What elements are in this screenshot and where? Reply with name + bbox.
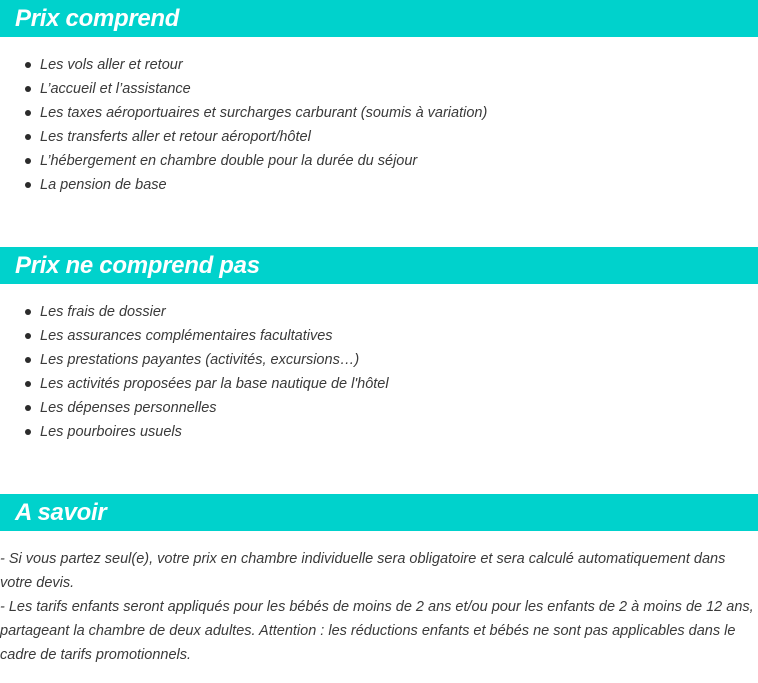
bullet-icon — [25, 357, 31, 363]
section-title: A savoir — [15, 499, 107, 526]
note-paragraph: - Si vous partez seul(e), votre prix en chambre individuelle sera obligatoire et sera calculé automatiquement dans votre devis. — [0, 551, 726, 591]
list-item-text: La pension de base — [40, 177, 167, 193]
included-list — [0, 37, 758, 197]
list-item — [0, 125, 758, 149]
list-item-text: Les activités proposées par la base nautique de l'hôtel — [40, 376, 389, 392]
section-a-savoir — [0, 494, 758, 667]
list-item-text: Les dépenses personnelles — [40, 400, 217, 416]
info-note — [0, 531, 756, 667]
bullet-icon — [25, 62, 31, 68]
excluded-list — [0, 284, 758, 444]
bullet-icon — [25, 309, 31, 315]
list-item — [0, 101, 758, 125]
bullet-icon — [25, 405, 31, 411]
bullet-icon — [25, 381, 31, 387]
list-item-text: Les pourboires usuels — [40, 424, 182, 440]
list-item-text: Les prestations payantes (activités, excursions…) — [40, 352, 360, 368]
section-header — [0, 0, 758, 37]
bullet-icon — [25, 333, 31, 339]
bullet-icon — [25, 158, 31, 164]
list-item — [0, 77, 758, 101]
list-item-text: Les taxes aéroportuaires et surcharges carburant (soumis à variation) — [40, 105, 488, 121]
list-item — [0, 420, 758, 444]
list-item — [0, 372, 758, 396]
bullet-icon — [25, 134, 31, 140]
list-item — [0, 173, 758, 197]
section-prix-ne-comprend-pas — [0, 247, 758, 444]
bullet-icon — [25, 86, 31, 92]
list-item-text: L’accueil et l’assistance — [40, 81, 191, 97]
section-header — [0, 494, 758, 531]
list-item-text: L’hébergement en chambre double pour la durée du séjour — [40, 153, 418, 169]
list-item — [0, 324, 758, 348]
section-header — [0, 247, 758, 284]
list-item-text: Les assurances complémentaires facultatives — [40, 328, 333, 344]
list-item — [0, 300, 758, 324]
list-item — [0, 149, 758, 173]
list-item — [0, 396, 758, 420]
section-prix-comprend — [0, 0, 758, 197]
section-title: Prix ne comprend pas — [15, 252, 260, 279]
bullet-icon — [25, 110, 31, 116]
list-item — [0, 348, 758, 372]
bullet-icon — [25, 182, 31, 188]
note-paragraph: - Les tarifs enfants seront appliqués pour les bébés de moins de 2 ans et/ou pour les enfants de 2 à moins de 12 ans, partageant la chambre de deux adultes. Attention : les réductions enfants et bébés ne sont pas applicables dans le cadre de tarifs promotionnels. — [0, 599, 754, 663]
bullet-icon — [25, 429, 31, 435]
list-item-text: Les transferts aller et retour aéroport/hôtel — [40, 129, 311, 145]
list-item-text: Les frais de dossier — [40, 304, 166, 320]
section-title: Prix comprend — [15, 5, 180, 32]
list-item — [0, 53, 758, 77]
list-item-text: Les vols aller et retour — [40, 57, 183, 73]
